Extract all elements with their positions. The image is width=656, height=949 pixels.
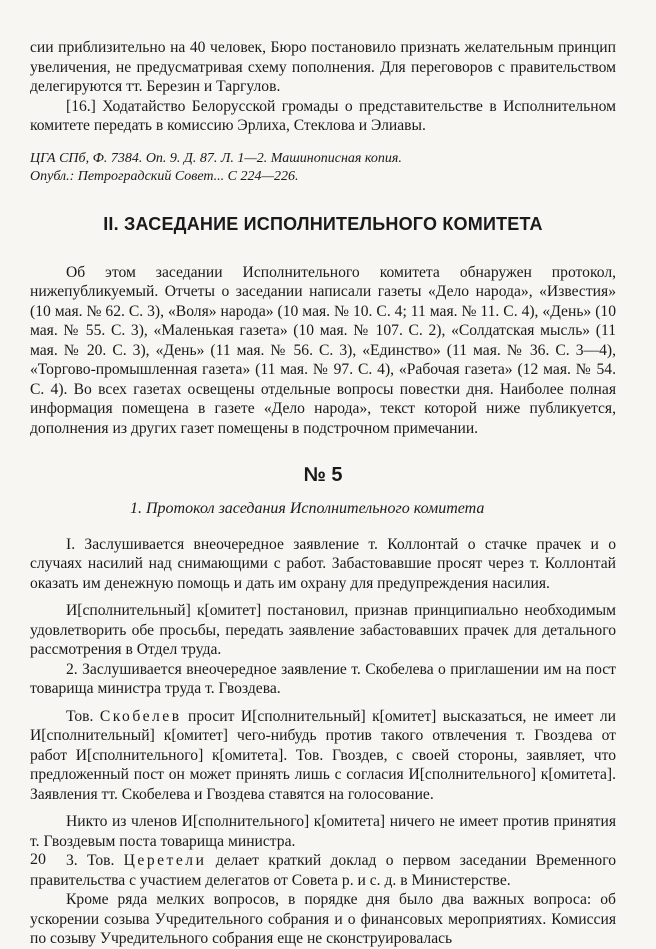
speaker-name: Скобелев — [99, 707, 182, 725]
protocol-decision-1: И[сполнительный] к[омитет] постановил, признав принципиально необходимым удовлетворить обе просьбы, передать заявление забастовавших прачек для детального рассмотрения в Отдел труда. — [30, 602, 616, 658]
protocol-item-2: 2. Заслушивается внеочередное заявление т. Скобелева о приглашении им на пост товарища министра труда т. Гвоздева. — [30, 660, 616, 697]
source-notes — [30, 150, 616, 186]
prefix: 3. Тов. — [66, 852, 115, 869]
item-16-paragraph: [16.] Ходатайство Белорусской громады о представительстве в Исполнительном комитете передать в комиссию Эрлиха, Стеклова и Элиавы. — [30, 97, 616, 134]
document-title: 1. Протокол заседания Исполнительного комитета — [130, 500, 485, 517]
speaker-name: Церетели — [123, 852, 207, 869]
protocol-vote-result: Никто из членов И[сполнительного] к[омитета] ничего не имеет против принятия т. Гвоздевым поста товарища министра. — [30, 813, 616, 850]
protocol-skobelev-paragraph — [30, 707, 616, 805]
document-number: № 5 — [303, 464, 343, 486]
publication-reference: Опубл.: Петроградский Совет... С 224—226. — [30, 168, 299, 184]
section-intro: Об этом заседании Исполнительного комитета обнаружен протокол, нижепубликуемый. Отчеты о заседании написали газеты «Дело народа», «Известия» (10 мая. № 62. С. 3), «Воля» народа» (10 мая. № 10. С. 4; 11 мая. № 11. С. 4), «День» (10 мая. № 55. С. 3), «Маленькая газета» (10 мая. № 107. С. 2), «Солдатская мысль» (11 мая. № 20. С. 3), «День» (11 мая. № 56. С. 3), «Единство» (11 мая. № 36. С. 3—4), «Торгово-промышленная газета» (11 мая. № 97. С. 4), «Рабочая газета» (12 мая. № 54. С. 4). Во всех газетах освещены отдельные вопросы повестки дня. Наиболее полная информация помещена в газете «Дело народа», текст которой ниже публикуется, дополнения из других газет помещены в подстрочном примечании. — [30, 263, 616, 437]
paragraph-body: делает краткий доклад о первом заседании Временного правительства с участием делегатов от Совета р. и с. д. в Министерстве. — [30, 852, 616, 889]
protocol-continuation: Кроме ряда мелких вопросов, в порядке дня было два важных вопроса: об ускорении созыва Учредительного собрания и о финансовых мероприятиях. Комиссия по созыву Учредительного собрания еще не сконструировалась — [30, 891, 616, 947]
protocol-item-1: I. Заслушивается внеочередное заявление т. Коллонтай о стачке прачек и о случаях насилий над снимающими с работ. Забастовавшие просят через т. Коллонтай оказать им денежную помощь и дать им охрану для предупреждения насилия. — [30, 535, 616, 592]
archive-reference: ЦГА СПб, Ф. 7384. Оп. 9. Д. 87. Л. 1—2. Машинописная копия. — [30, 150, 402, 166]
prefix: Тов. — [66, 707, 94, 725]
paragraph-body: просит И[сполнительный] к[омитет] высказаться, не имеет ли И[сполнительный] к[омитет] чего-нибудь против такого отвлечения т. Гвоздева от работ И[сполнительного] к[омитета]. Тов. Гвоздев, с своей стороны, заявляет, что предложенный пост он может принять лишь с согласия И[сполнительного] к[омитета]. Заявления тт. Скобелева и Гвоздева ставятся на голосование. — [30, 707, 616, 803]
top-paragraph: сии приблизительно на 40 человек, Бюро постановило признать желательным принцип увеличения, не предусматривая схему пополнения. Для переговоров с правительством делегируются тт. Березин и Таргулов. — [30, 39, 616, 95]
section-heading: II. ЗАСЕДАНИЕ ИСПОЛНИТЕЛЬНОГО КОМИТЕТА — [103, 213, 543, 234]
protocol-item-3 — [30, 851, 616, 890]
page-number: 20 — [30, 851, 46, 868]
